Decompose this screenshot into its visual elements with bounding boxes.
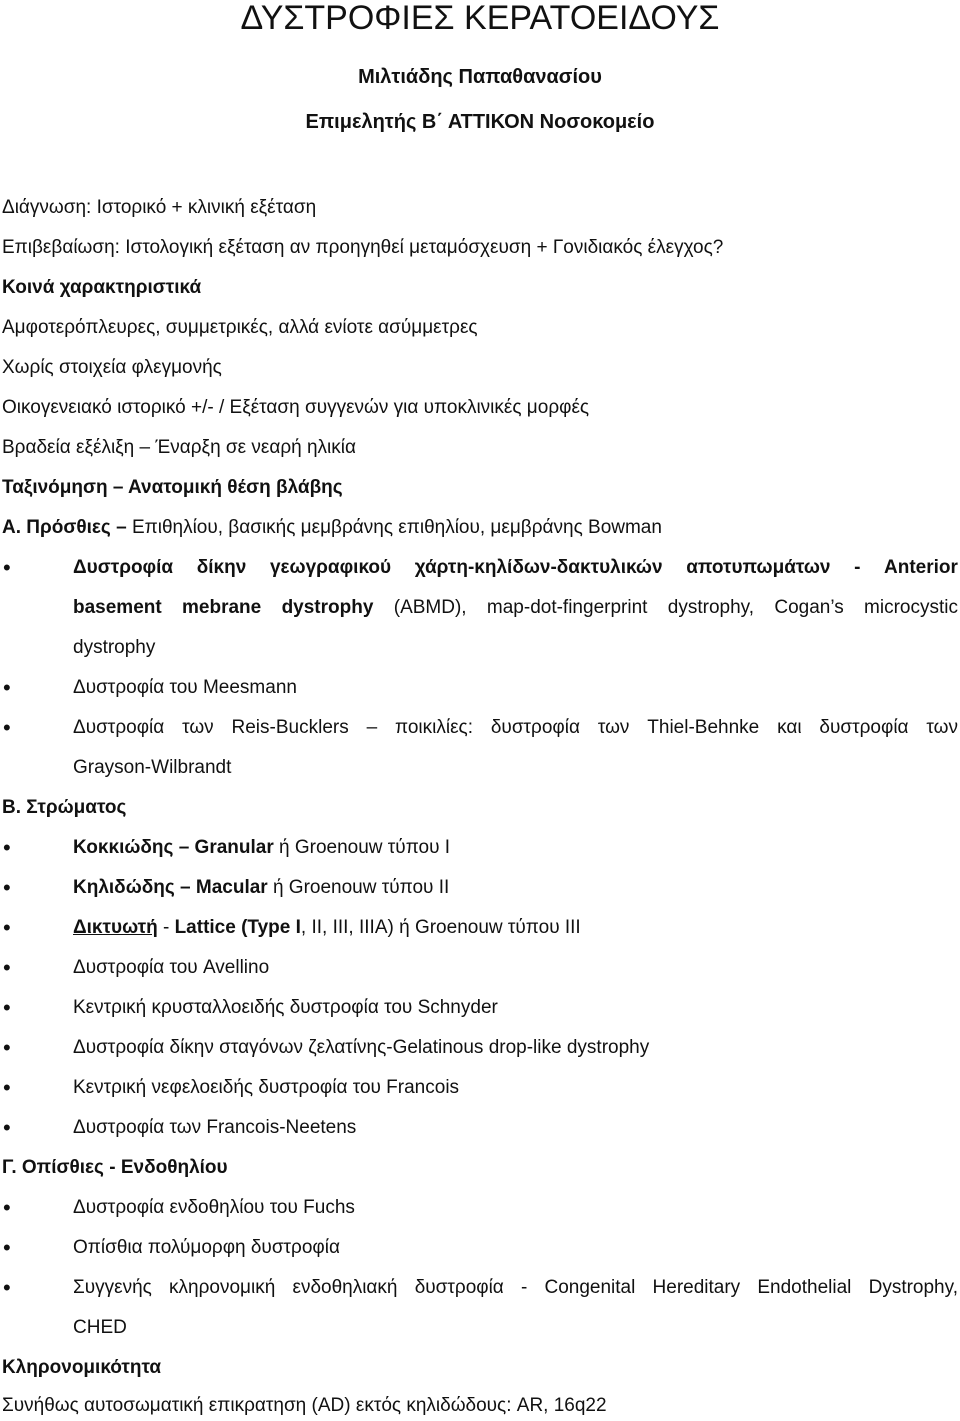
reis-bucklers-line-1 xyxy=(73,715,958,741)
abmd-word: map-dot-fingerprint xyxy=(486,597,648,618)
abmd-word: δίκην xyxy=(196,557,247,578)
classification-heading: Ταξινόμηση – Ανατομική θέση βλάβης xyxy=(2,477,343,498)
document-title: ΔΥΣΤΡΟΦΙΕΣ ΚΕΡΑΤΟΕΙΔΟΥΣ xyxy=(240,0,720,37)
ched-word: Hereditary xyxy=(652,1277,741,1298)
ched-word: κληρονομική xyxy=(169,1277,276,1298)
anterior-dash: – xyxy=(110,517,132,538)
bullet-point: • xyxy=(3,1115,11,1140)
abmd-word: basement xyxy=(73,597,162,618)
abmd-word: mebrane xyxy=(182,597,262,618)
macular-rest: ή Groenouw τύπου II xyxy=(267,877,450,898)
bullet-point: • xyxy=(3,1195,11,1220)
author-affiliation: Επιμελητής Β΄ ΑΤΤΙΚΟΝ Νοσοκομείο xyxy=(305,111,655,133)
lattice-item xyxy=(73,915,958,941)
ched-line-1 xyxy=(73,1275,958,1301)
reis-word: δυστροφία xyxy=(819,717,909,738)
abmd-line-1 xyxy=(73,555,958,581)
ched-word: Συγγενής xyxy=(73,1277,152,1298)
ched-line-2: CHED xyxy=(73,1317,127,1338)
reis-word: ποικιλίες: xyxy=(395,717,473,738)
abmd-word: (ABMD), xyxy=(393,597,467,618)
bullet-point: • xyxy=(3,1275,11,1300)
meesmann-item: Δυστροφία του Meesmann xyxy=(73,677,297,698)
common-features-heading: Κοινά χαρακτηριστικά xyxy=(2,277,202,298)
bullet-point: • xyxy=(3,1035,11,1060)
posterior-item: Δυστροφία ενδοθηλίου του Fuchs xyxy=(73,1197,355,1218)
bullet-point: • xyxy=(3,915,11,940)
common-feature-line: Αμφοτερόπλευρες, συμμετρικές, αλλά ενίοτε ασύμμετρες xyxy=(2,317,478,338)
bullet-point: • xyxy=(3,555,11,580)
abmd-line-2 xyxy=(73,595,958,621)
macular-item xyxy=(73,875,958,901)
bullet-point: • xyxy=(3,875,11,900)
abmd-word: Δυστροφία xyxy=(73,557,174,578)
reis-word: των xyxy=(597,717,630,738)
reis-word: των xyxy=(926,717,958,738)
reis-word: – xyxy=(366,717,378,738)
inheritance-heading: Κληρονομικότητα xyxy=(2,1357,162,1378)
bullet-point: • xyxy=(3,675,11,700)
abmd-word: αποτυπωμάτων xyxy=(686,557,831,578)
stromal-section-heading: Β. Στρώματος xyxy=(2,797,127,818)
anterior-label: Α. Πρόσθιες xyxy=(2,517,111,538)
diagnosis-line: Διάγνωση: Ιστορικό + κλινική εξέταση xyxy=(2,197,317,218)
bullet-point: • xyxy=(3,955,11,980)
anterior-description: Επιθηλίου, βασικής μεμβράνης επιθηλίου, μεμβράνης Bowman xyxy=(131,517,662,538)
reis-word: Reis-Bucklers xyxy=(231,717,349,738)
reis-word: και xyxy=(777,717,802,738)
common-feature-line: Χωρίς στοιχεία φλεγμονής xyxy=(2,357,222,378)
reis-word: Δυστροφία xyxy=(73,717,165,738)
stromal-item: Κεντρική νεφελοειδής δυστροφία του Francois xyxy=(73,1077,460,1098)
granular-item xyxy=(73,835,958,861)
ched-word: ενδοθηλιακή xyxy=(292,1277,398,1298)
abmd-word: Cogan’s xyxy=(774,597,844,618)
anterior-section-heading xyxy=(2,515,958,541)
reis-bucklers-line-2: Grayson-Wilbrandt xyxy=(73,757,232,778)
macular-name: Κηλιδώδης – Macular xyxy=(73,877,268,898)
abmd-word: dystrophy, xyxy=(667,597,755,618)
ched-word: Endothelial xyxy=(757,1277,852,1298)
posterior-section-heading: Γ. Οπίσθιες - Ενδοθηλίου xyxy=(2,1157,228,1178)
abmd-word: Anterior xyxy=(884,557,958,578)
ched-word: δυστροφία xyxy=(414,1277,504,1298)
reis-word: Thiel-Behnke xyxy=(647,717,760,738)
ched-word: Dystrophy, xyxy=(868,1277,958,1298)
abmd-word: χάρτη-κηλίδων-δακτυλικών xyxy=(414,557,663,578)
abmd-word: - xyxy=(854,557,861,578)
granular-rest: ή Groenouw τύπου I xyxy=(273,837,451,858)
ched-word: Congenital xyxy=(544,1277,636,1298)
common-feature-line: Οικογενειακό ιστορικό +/- / Εξέταση συγγενών για υποκλινικές μορφές xyxy=(2,397,590,418)
posterior-item: Οπίσθια πολύμορφη δυστροφία xyxy=(73,1237,340,1258)
bullet-point: • xyxy=(3,1235,11,1260)
lattice-separator: - xyxy=(157,917,175,938)
author-name: Μιλτιάδης Παπαθανασίου xyxy=(358,66,602,88)
stromal-item: Δυστροφία των Francois-Neetens xyxy=(73,1117,357,1138)
stromal-item: Δυστροφία του Avellino xyxy=(73,957,270,978)
inheritance-text: Συνήθως αυτοσωματική επικρατηση (AD) εκτός κηλιδώδους: AR, 16q22 xyxy=(2,1395,607,1416)
abmd-word: dystrophy xyxy=(281,597,374,618)
bullet-point: • xyxy=(3,1075,11,1100)
lattice-name: Lattice (Type I xyxy=(174,917,301,938)
bullet-point: • xyxy=(3,835,11,860)
lattice-rest: , II, III, IIIA) ή Groenouw τύπου III xyxy=(300,917,581,938)
abmd-word: microcystic xyxy=(864,597,958,618)
abmd-word: γεωγραφικού xyxy=(269,557,392,578)
abmd-line-3: dystrophy xyxy=(73,637,156,658)
granular-name: Κοκκιώδης – Granular xyxy=(73,837,274,858)
common-feature-line: Βραδεία εξέλιξη – Έναρξη σε νεαρή ηλικία xyxy=(2,437,356,458)
stromal-item: Δυστροφία δίκην σταγόνων ζελατίνης-Gelatinous drop-like dystrophy xyxy=(73,1037,650,1058)
stromal-item: Κεντρική κρυσταλλοειδής δυστροφία του Schnyder xyxy=(73,997,498,1018)
lattice-greek-name: Δικτυωτή xyxy=(73,917,158,938)
reis-word: δυστροφία xyxy=(490,717,580,738)
confirmation-line: Επιβεβαίωση: Ιστολογική εξέταση αν προηγηθεί μεταμόσχευση + Γονιδιακός έλεγχος? xyxy=(2,237,724,258)
ched-word: - xyxy=(520,1277,528,1298)
bullet-point: • xyxy=(3,715,11,740)
bullet-point: • xyxy=(3,995,11,1020)
reis-word: των xyxy=(182,717,214,738)
